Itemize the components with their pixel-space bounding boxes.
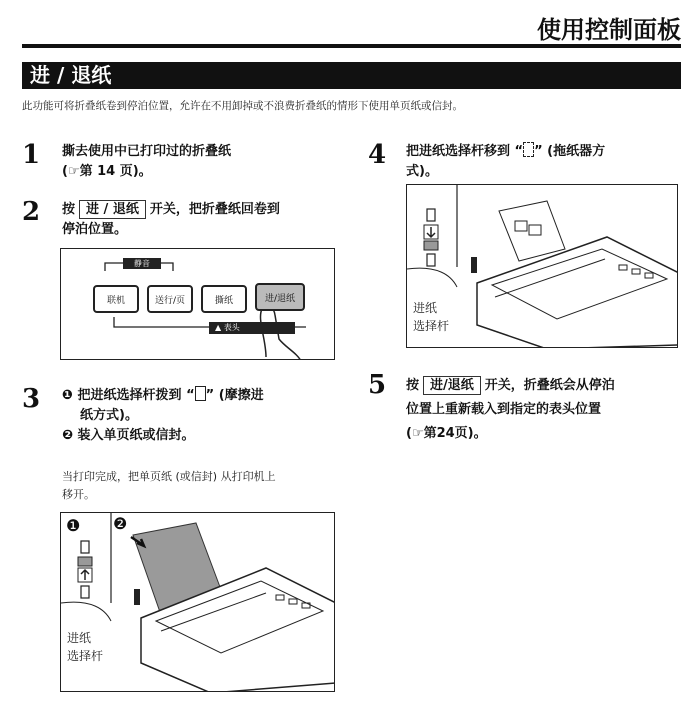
- step-4-text: [406, 142, 605, 182]
- section-title: 进 / 退纸: [22, 62, 681, 89]
- step-3-text: [62, 386, 264, 446]
- lever-label-2-line2: 选择杆: [413, 319, 450, 333]
- lever-label-2-line1: 进纸: [413, 301, 438, 315]
- printer-figure-friction: [60, 512, 335, 692]
- step-2-text: [62, 200, 280, 240]
- tof-bar-label: ▲ 表头: [209, 322, 295, 334]
- page-header-title: 使用控制面板: [537, 16, 681, 44]
- step-3-sub2-mark: ❷: [62, 428, 74, 443]
- badge-one: ❶: [66, 516, 81, 535]
- step-4-line1a: 把进纸选择杆移到 “: [406, 144, 524, 159]
- step-3-sub1-mark: ❶: [62, 388, 74, 403]
- step-4-line1b: ” (拖纸器方: [534, 144, 606, 159]
- step-1-number: 1: [22, 140, 41, 170]
- step-3-note-line2: 移开。: [62, 488, 95, 501]
- step-3-sub2: 装入单页纸或信封。: [77, 428, 195, 443]
- step-3-sub1-b: ” (摩擦进: [205, 388, 264, 403]
- tractor-icon: [523, 142, 534, 157]
- step-2-pre: 按: [62, 202, 76, 217]
- quiet-group-label: 静音: [123, 258, 161, 269]
- lever-label-line1: 进纸: [67, 631, 92, 645]
- step-3-note-line1: 当打印完成，把单页纸 (或信封) 从打印机上: [62, 470, 276, 483]
- step-3-sub1-line2: 纸方式)。: [80, 408, 138, 423]
- step-5-pre: 按: [406, 378, 420, 393]
- step-5-post: 开关，折叠纸会从停泊: [484, 378, 615, 393]
- step-1-text: [62, 142, 231, 182]
- online-button[interactable]: 联机: [93, 285, 139, 313]
- printer-illustration: [61, 513, 335, 692]
- load-eject-button[interactable]: 进/退纸: [255, 283, 305, 311]
- badge-two: ❷: [113, 514, 128, 533]
- header-rule: [22, 44, 681, 48]
- printer-figure-tractor: [406, 184, 678, 348]
- step-3-number: 3: [22, 384, 41, 414]
- feed-key-label-2: 进/退纸: [423, 376, 481, 395]
- step-2-post: 开关，把折叠纸回卷到: [149, 202, 280, 217]
- step-3-sub1-a: 把进纸选择杆拨到 “: [77, 388, 195, 403]
- step-2-number: 2: [22, 197, 41, 227]
- tear-off-button[interactable]: 撕纸: [201, 285, 247, 313]
- step-3-note: [62, 468, 276, 504]
- step-1-line2: (☞第 14 页)。: [62, 164, 152, 179]
- step-4-line2: 式)。: [406, 164, 438, 179]
- step-5-number: 5: [368, 370, 387, 400]
- step-5-text: [406, 374, 615, 446]
- step-2-line2: 停泊位置。: [62, 222, 128, 237]
- intro-text: 此功能可将折叠纸卷到停泊位置，允许在不用卸掉或不浪费折叠纸的情形下使用单页纸或信封。: [22, 100, 463, 112]
- lf-ff-button[interactable]: 送行/页: [147, 285, 193, 313]
- step-4-number: 4: [368, 140, 387, 170]
- lever-label-2: [413, 299, 449, 335]
- lever-label-line2: 选择杆: [67, 649, 104, 663]
- feed-key-label: 进 / 退纸: [79, 200, 146, 219]
- lever-label: [67, 629, 103, 665]
- step-1-line1: 撕去使用中已打印过的折叠纸: [62, 144, 232, 159]
- step-5-line3: (☞第24页)。: [406, 426, 487, 441]
- step-5-line2: 位置上重新载入到指定的表头位置: [406, 402, 602, 417]
- friction-icon: [195, 386, 206, 401]
- control-panel-figure: [60, 248, 335, 360]
